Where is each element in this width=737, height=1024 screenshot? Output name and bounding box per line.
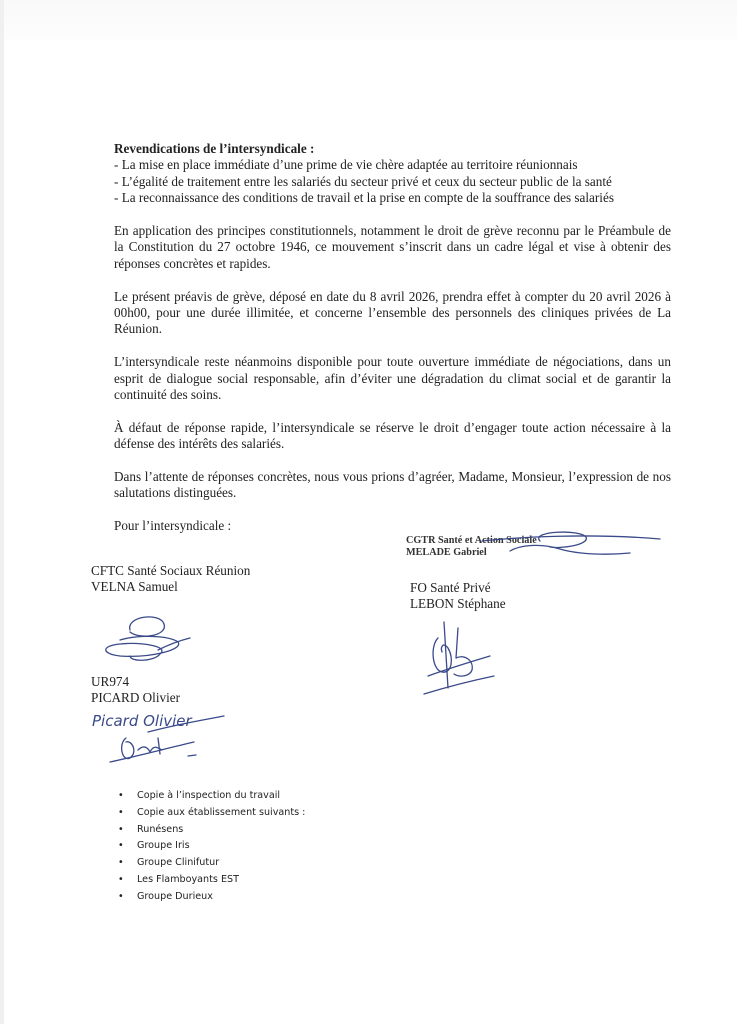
signature-fo xyxy=(420,618,500,698)
signatory-ur974 xyxy=(91,674,180,707)
copy-item-label: Les Flamboyants EST xyxy=(137,873,239,885)
signatory-name: LEBON Stéphane xyxy=(410,596,506,612)
copies-list xyxy=(118,788,305,906)
bullet-icon: • xyxy=(118,823,124,835)
copy-item xyxy=(118,805,305,822)
paragraph-salutation: Dans l’attente de réponses concrètes, nous vous prions d’agréer, Madame, Monsieur, l’expression de nos salutations distinguées. xyxy=(114,469,671,501)
bullet-icon: • xyxy=(118,873,124,885)
copy-item xyxy=(118,838,305,855)
bullet-icon: • xyxy=(118,890,124,902)
closing-line: Pour l’intersyndicale : xyxy=(114,518,232,534)
signature-cgtr xyxy=(480,527,680,563)
copy-item xyxy=(118,872,305,889)
copy-item-label: Groupe Durieux xyxy=(137,890,213,902)
copy-item-label: Groupe Iris xyxy=(137,840,190,852)
signatory-org: FO Santé Privé xyxy=(410,580,491,595)
copy-item-label: Copie aux établissement suivants : xyxy=(137,806,306,818)
bullet-icon: • xyxy=(118,840,124,852)
claims-heading: Revendications de l’intersyndicale : xyxy=(114,141,315,156)
signatory-cftc xyxy=(91,563,250,596)
scan-top-edge xyxy=(4,0,737,40)
signatory-org: CFTC Santé Sociaux Réunion xyxy=(91,563,251,578)
paragraph-legal-basis: En application des principes constitutionnels, notamment le droit de grève reconnu par le Préambule de la Constitution du 27 octobre 1946, ce mouvement s’inscrit dans un cadre légal et vise à obtenir des réponses concrètes et rapides. xyxy=(114,223,671,271)
copy-item-label: Groupe Clinifutur xyxy=(137,857,220,869)
paragraph-strike-notice: Le présent préavis de grève, déposé en date du 8 avril 2026, prendra effet à compter du 20 avril 2026 à 00h00, pour une durée illimitée, et concerne l’ensemble des personnels des cliniques privées de La Réunion. xyxy=(114,288,671,337)
scan-left-edge xyxy=(0,0,4,1024)
bullet-icon: • xyxy=(118,790,124,801)
signature-cftc xyxy=(100,610,200,670)
paragraph-negotiation: L’intersyndicale reste néanmoins disponible pour toute ouverture immédiate de négociations, dans un esprit de dialogue social responsable, afin d’éviter une dégradation du climat social et de garantir la continuité des soins. xyxy=(114,354,671,403)
claim-item: - L’égalité de traitement entre les salariés du secteur privé et ceux du secteur public de la santé xyxy=(114,173,612,189)
copy-item xyxy=(118,889,305,906)
letter-body xyxy=(114,141,671,551)
copy-item xyxy=(118,822,305,839)
claim-item: - La reconnaissance des conditions de travail et la prise en compte de la souffrance des salariés xyxy=(114,190,614,206)
signatory-fo xyxy=(410,580,506,613)
signatory-name: VELNA Samuel xyxy=(91,579,178,595)
copy-item xyxy=(118,788,305,805)
copy-item-label: Runésens xyxy=(137,823,184,835)
signatory-org: UR974 xyxy=(91,674,130,689)
handwritten-name: Picard Olivier xyxy=(92,712,192,730)
copy-item xyxy=(118,855,305,872)
claim-item: - La mise en place immédiate d’une prime de vie chère adaptée au territoire réunionnais xyxy=(114,157,578,173)
signatory-name: PICARD Olivier xyxy=(91,690,181,706)
bullet-icon: • xyxy=(118,806,124,818)
copy-item-label: Copie à l’inspection du travail xyxy=(137,790,281,801)
bullet-icon: • xyxy=(118,857,124,869)
signatory-org: CGTR Santé et Action Sociale xyxy=(406,535,537,546)
paragraph-reservation: À défaut de réponse rapide, l’intersyndicale se réserve le droit d’engager toute action nécessaire à la défense des intérêts des salariés. xyxy=(114,419,671,452)
signature-ur974 xyxy=(88,704,238,768)
signatory-name: MELADE Gabriel xyxy=(406,547,487,559)
